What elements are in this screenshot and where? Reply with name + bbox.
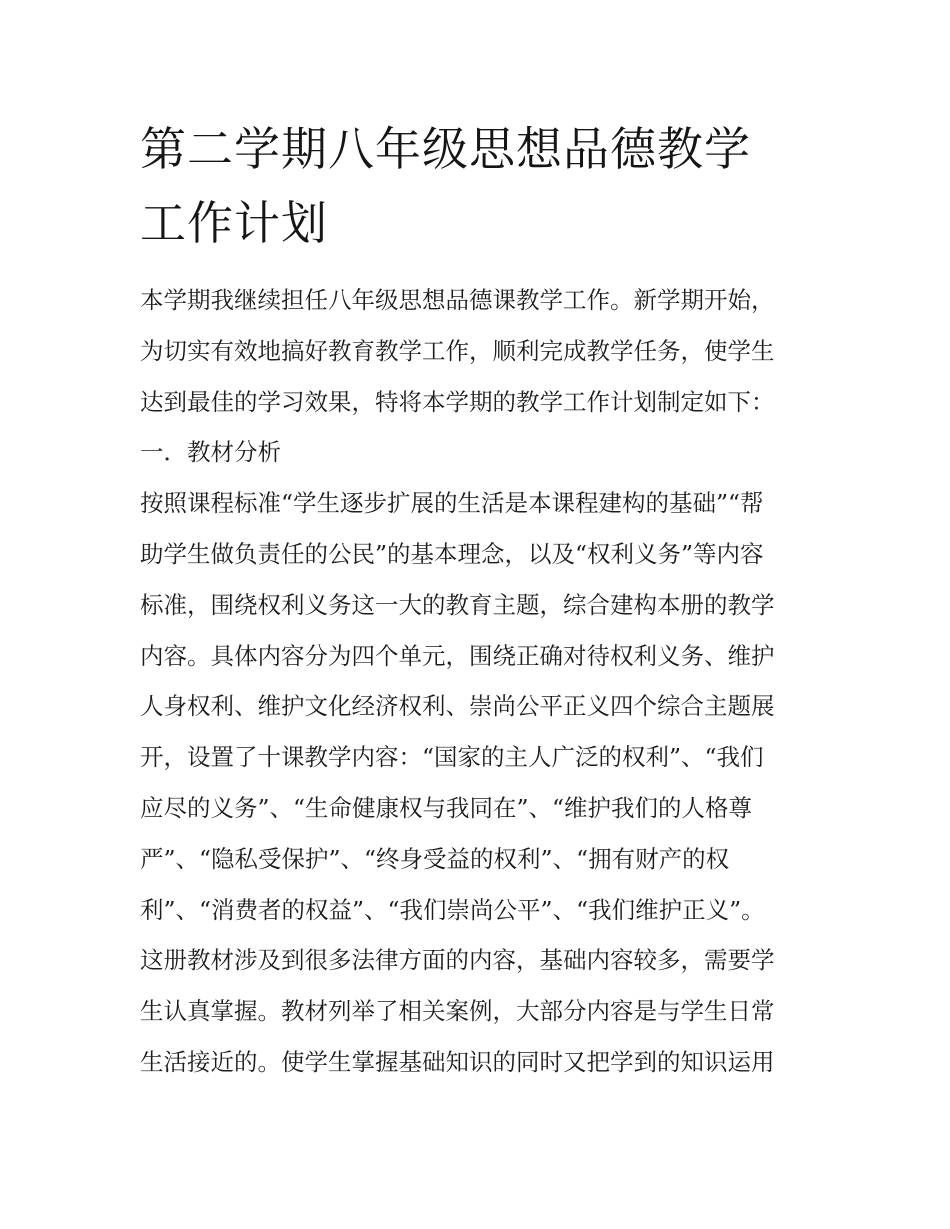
body-line: 人身权利、维护文化经济权利、崇尚公平正义四个综合主题展	[140, 692, 775, 721]
body-line: 生活接近的。使学生掌握基础知识的同时又把学到的知识运用	[140, 1047, 775, 1076]
body-line: 生认真掌握。教材列举了相关案例，大部分内容是与学生日常	[140, 997, 775, 1026]
document-body	[140, 275, 820, 1088]
title-line: 第二学期八年级思想品德教学	[140, 122, 751, 176]
body-line: 按照课程标准“学生逐步扩展的生活是本课程建构的基础”“帮	[140, 489, 764, 518]
body-line: 应尽的义务”、“生命健康权与我同在”、“维护我们的人格尊	[140, 793, 753, 822]
body-line: 达到最佳的学习效果，特将本学期的教学工作计划制定如下：	[140, 387, 775, 416]
body-line: 开，设置了十课教学内容：“国家的主人广泛的权利”、“我们	[140, 743, 764, 772]
body-line: 本学期我继续担任八年级思想品德课教学工作。新学期开始，	[140, 286, 775, 314]
section-heading: 一．教材分析	[140, 438, 281, 467]
document-title	[140, 112, 820, 260]
body-line: 标准，围绕权利义务这一大的教育主题，综合建构本册的教学	[140, 590, 775, 619]
body-line: 严”、“隐私受保护”、“终身受益的权利”、“拥有财产的权	[140, 844, 730, 873]
body-line: 助学生做负责任的公民”的基本理念，以及“权利义务”等内容	[140, 539, 764, 568]
body-line: 内容。具体内容分为四个单元，围绕正确对待权利义务、维护	[140, 641, 775, 670]
body-line: 利”、“消费者的权益”、“我们崇尚公平”、“我们维护正义”。	[140, 895, 765, 924]
title-line: 工作计划	[140, 196, 328, 250]
body-line: 这册教材涉及到很多法律方面的内容，基础内容较多，需要学	[140, 946, 775, 975]
body-line: 为切实有效地搞好教育教学工作，顺利完成教学任务，使学生	[140, 336, 775, 365]
